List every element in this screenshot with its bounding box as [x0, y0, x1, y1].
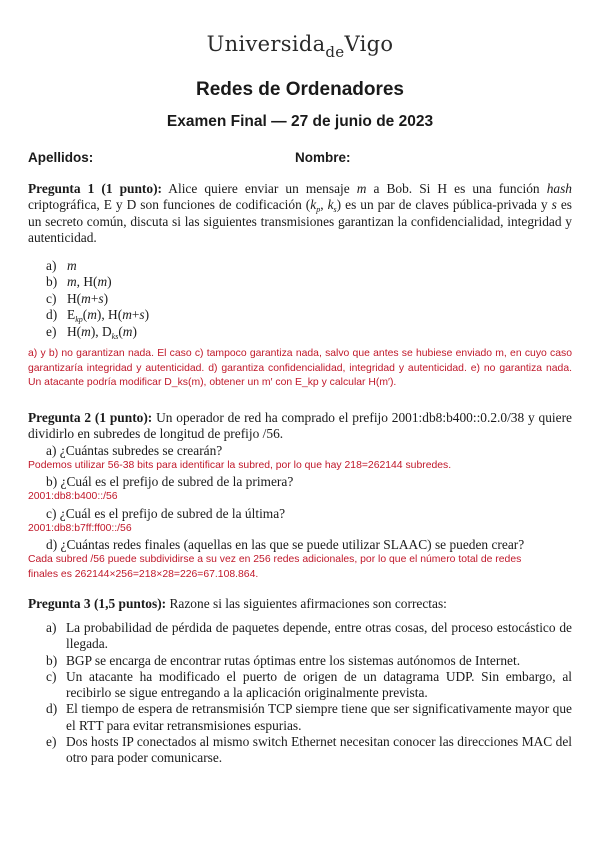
q1-var-s: s: [551, 197, 557, 213]
option-label: d): [46, 307, 58, 323]
q2-item-label: b): [46, 474, 58, 489]
option-text: m: [67, 258, 77, 273]
option-text: $E_{kp}(m)$, H(m+s): [67, 307, 150, 325]
q2-item-a: [46, 443, 222, 459]
q2-text: Un operador de red ha comprado el prefijo 2001:db8:b400::0.2.0/38 y quiere dividirlo en subredes de longitud de prefijo /56.: [28, 410, 572, 442]
question-1-heading: Pregunta 1 (1 punto):: [28, 181, 162, 196]
q2-answer-c: 2001:db8:b7ff:ff00::/56: [28, 523, 132, 534]
q2-answer-b: 2001:db8:b400::/56: [28, 491, 118, 502]
q2-answer-d-line1: Cada subred /56 puede subdividirse a su vez en 256 redes adicionales, por lo que el número total de redes: [28, 554, 522, 565]
q1-text: es un secreto común, discuta si las siguientes transmisiones garantizan la confidencialidad, integridad y autenticidad.: [28, 197, 572, 245]
q1-ks: k: [327, 197, 334, 213]
q1-kp-sub: p: [316, 205, 321, 215]
q3-item-text: BGP se encarga de encontrar rutas óptimas entre los sistemas autónomos de Internet.: [66, 652, 521, 668]
q3-item-c: [46, 669, 572, 702]
q3-item-label: d): [46, 701, 58, 717]
q3-item-text: Un atacante ha modificado el puerto de origen de un datagrama UDP. Sin embargo, al recibirlo se sigue entregando a la aplicación originalmente prevista.: [66, 668, 572, 701]
q2-item-b: [46, 474, 293, 490]
q3-item-text: El tiempo de espera de retransmisión TCP siempre tiene que ser significativamente mayor que el RTT para evitar retransmisiones espurias.: [66, 701, 572, 733]
question-2-heading: Pregunta 2 (1 punto):: [28, 410, 153, 425]
q1-hash: hash: [546, 181, 572, 196]
name-label: Nombre:: [295, 150, 351, 165]
q1-text: a Bob. Si H es una función: [366, 181, 547, 196]
q2-answer-a: Podemos utilizar 56-38 bits para identificar la subred, por lo que hay 218=262144 subredes.: [28, 460, 452, 471]
q3-item-b: [46, 653, 572, 669]
university-logo: [0, 32, 600, 61]
option-c: [46, 291, 149, 307]
q3-item-label: e): [46, 734, 57, 750]
q2-item-question: ¿Cuántas subredes se crearán?: [59, 443, 223, 458]
option-b: [46, 274, 149, 290]
q3-item-label: a): [46, 620, 57, 635]
q1-ks-sub: s: [333, 205, 337, 215]
option-label: a): [46, 258, 57, 273]
option-e: [46, 324, 149, 340]
q1-text: criptográfica, E y D son funciones de codificación (: [28, 197, 311, 213]
question-2: [28, 410, 572, 443]
logo-text-end: Vigo: [344, 32, 394, 56]
q3-item-label: b): [46, 652, 58, 668]
option-d: [46, 307, 149, 323]
q3-item-d: [46, 701, 572, 734]
option-a: [46, 258, 149, 274]
q2-item-question: ¿Cuál es el prefijo de subred de la primera?: [60, 474, 294, 489]
question-1-options: [46, 258, 149, 340]
page-title: Redes de Ordenadores: [195, 79, 405, 100]
question-1-answer: a) y b) no garantizan nada. El caso c) tampoco garantiza nada, salvo que antes se hubiese enviado m, en cuyo caso garantizaría integridad y autenticidad. d) garantiza confidencialidad, integridad y autenticidad. e) no garantiza nada. Un atacante podría modificar D_ks(m), obtener un m′ con E_kp y calcular H(m′).: [28, 348, 572, 389]
q1-text: ,: [320, 197, 328, 213]
q1-text: Alice quiere enviar un mensaje: [162, 181, 357, 196]
q2-item-d: [46, 537, 524, 553]
q2-item-label: c): [46, 506, 57, 521]
question-3: [28, 596, 572, 612]
q2-item-question: ¿Cuántas redes finales (aquellas en las que se puede utilizar SLAAC) se pueden crear?: [60, 537, 525, 552]
surname-label: Apellidos:: [28, 150, 94, 165]
q2-item-c: [46, 506, 285, 522]
option-text: m, H(m): [67, 274, 112, 290]
option-text: H(m+s): [67, 290, 109, 306]
q1-text: ) es un par de claves pública-privada y: [336, 197, 552, 213]
q3-item-a: [46, 620, 572, 653]
logo-text: Universida: [206, 32, 326, 56]
q3-item-text: Dos hosts IP conectados al mismo switch Ethernet necesitan conocer las direcciones MAC del otro para poder comunicarse.: [66, 734, 572, 766]
q3-item-label: c): [46, 668, 57, 684]
q3-item-text: La probabilidad de pérdida de paquetes depende, entre otras cosas, del proceso estocástico de llegada.: [66, 620, 572, 652]
exam-subtitle: Examen Final — 27 de junio de 2023: [166, 113, 434, 130]
option-label: b): [46, 274, 58, 290]
q3-text: Razone si las siguientes afirmaciones son correctas:: [166, 596, 447, 611]
q1-kp: k: [310, 197, 317, 213]
option-label: e): [46, 323, 57, 339]
q2-answer-d-line2: finales es 262144×256=218×28=226=67.108.864.: [28, 569, 259, 580]
question-3-heading: Pregunta 3 (1,5 puntos):: [28, 596, 167, 611]
q2-item-label: d): [46, 537, 58, 552]
question-1: [28, 181, 572, 246]
q1-var-m: m: [356, 181, 367, 196]
q2-item-label: a): [46, 443, 57, 458]
question-3-statements: [46, 620, 572, 767]
q3-item-e: [46, 734, 572, 767]
option-label: c): [46, 290, 57, 306]
logo-de: de: [325, 43, 345, 61]
option-text: H(m), $D_{ks}(m)$: [67, 323, 137, 341]
q2-item-question: ¿Cuál es el prefijo de subred de la última?: [59, 506, 286, 521]
